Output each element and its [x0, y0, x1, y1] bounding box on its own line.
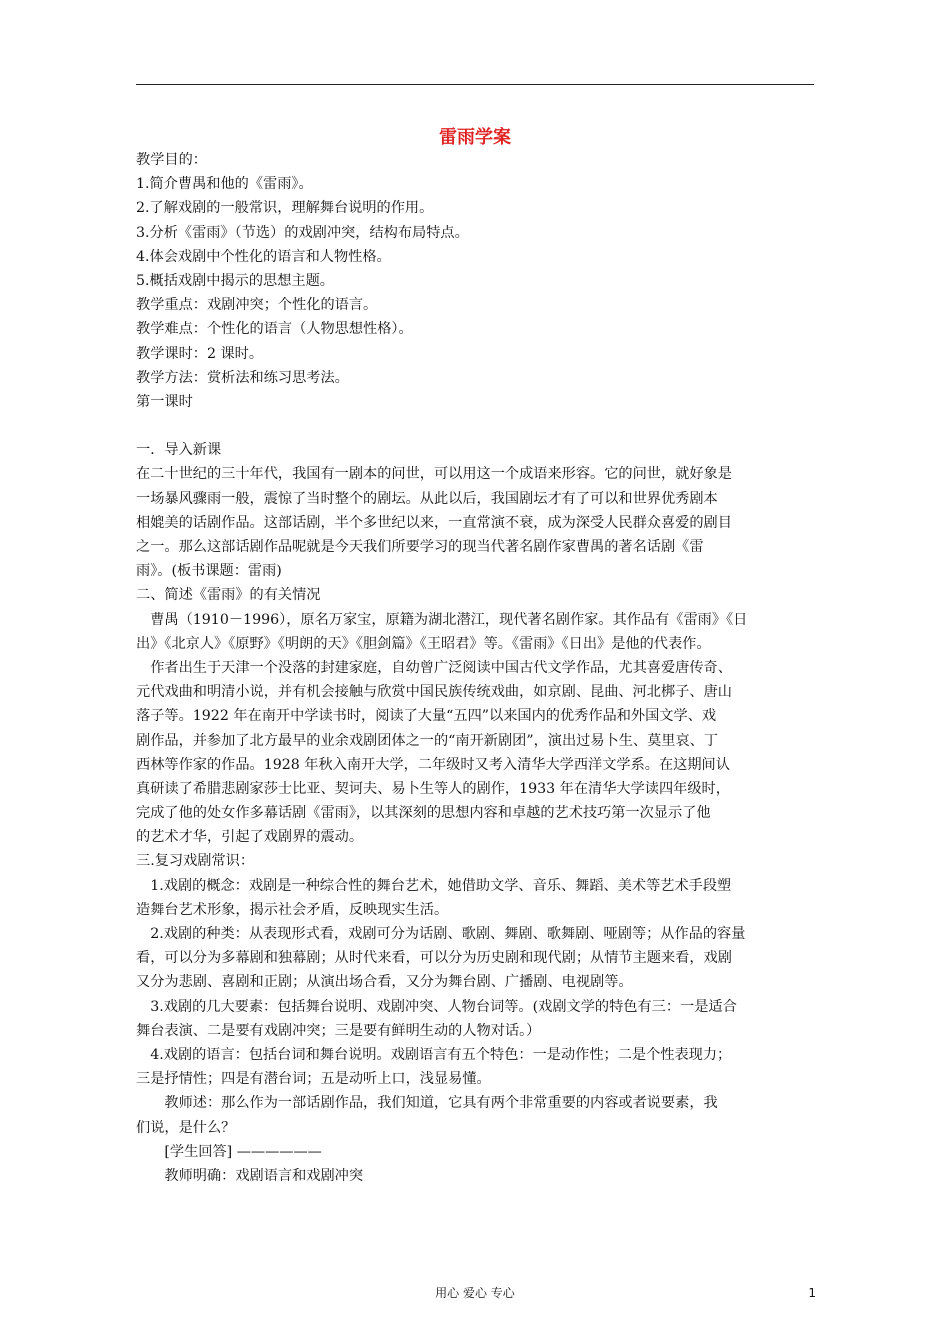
text-line: 三.复习戏剧常识：: [136, 853, 255, 870]
text-line: 4.体会戏剧中个性化的语言和人物性格。: [136, 248, 391, 265]
blank-line: [136, 414, 816, 438]
text-line: 剧作品，并参加了北方最早的业余戏剧团体之一的“南开新剧团”，演出过易卜生、莫里哀、丁: [136, 732, 719, 749]
text-line: 又分为悲剧、喜剧和正剧；从演出场合看，又分为舞台剧、广播剧、电视剧等。: [136, 974, 633, 991]
text-line: [学生回答] ——————: [136, 1143, 322, 1160]
text-line: 1.戏剧的概念：戏剧是一种综合性的舞台艺术，她借助文学、音乐、舞蹈、美术等艺术手段塑: [136, 877, 732, 894]
footer-motto: 用心 爱心 专心: [435, 1286, 515, 1300]
text-line: 教师明确：戏剧语言和戏剧冲突: [136, 1167, 364, 1184]
text-line: 教学方法：赏析法和练习思考法。: [136, 369, 349, 386]
text-line: 2.了解戏剧的一般常识，理解舞台说明的作用。: [136, 200, 434, 217]
text-line: 在二十世纪的三十年代，我国有一剧本的问世，可以用这一个成语来形容。它的问世，就好象是: [136, 466, 732, 483]
text-line: 1.简介曹禺和他的《雷雨》。: [136, 176, 313, 193]
header-rule: [136, 84, 814, 85]
text-line: 一场暴风骤雨一般，震惊了当时整个的剧坛。从此以后，我国剧坛才有了可以和世界优秀剧本: [136, 490, 718, 507]
text-line: 落子等。1922 年在南开中学读书时，阅读了大量“五四”以来国内的优秀作品和外国文学、戏: [136, 708, 717, 725]
text-line: 2.戏剧的种类：从表现形式看，戏剧可分为话剧、歌剧、舞剧、歌舞剧、哑剧等；从作品的容量: [136, 926, 746, 942]
text-line: 的艺术才华，引起了戏剧界的震动。: [136, 829, 364, 846]
text-line: 西林等作家的作品。1928 年秋入南开大学，二年级时又考入清华大学西洋文学系。在这期间认: [136, 756, 730, 773]
text-line: 4.戏剧的语言：包括台词和舞台说明。戏剧语言有五个特色：一是动作性；二是个性表现力；: [136, 1046, 732, 1063]
text-line: 教师述：那么作为一部话剧作品，我们知道，它具有两个非常重要的内容或者说要素，我: [136, 1095, 718, 1112]
text-line: 教学重点：戏剧冲突；个性化的语言。: [136, 297, 378, 314]
text-line: 二、简述《雷雨》的有关情况: [136, 587, 321, 604]
text-line: 5.概括戏剧中揭示的思想主题。: [136, 272, 334, 289]
text-line: 们说，是什么？: [136, 1119, 236, 1136]
text-line: 第一课时: [136, 393, 193, 410]
text-line: 出》《北京人》《原野》《明朗的天》《胆剑篇》《王昭君》等。《雷雨》《日出》是他的代表作。: [136, 635, 711, 652]
text-line: 舞台表演、二是要有戏剧冲突；三是要有鲜明生动的人物对话。）: [136, 1022, 541, 1039]
text-line: 完成了他的处女作多幕话剧《雷雨》，以其深刻的思想内容和卓越的艺术技巧第一次显示了他: [136, 805, 711, 822]
document-body: [136, 148, 816, 1188]
text-line: 教学课时：2 课时。: [136, 345, 264, 362]
text-line: 3.分析《雷雨》（节选）的戏剧冲突，结构布局特点。: [136, 224, 469, 241]
text-line: 造舞台艺术形象，揭示社会矛盾，反映现实生活。: [136, 901, 449, 918]
text-line: 元代戏曲和明清小说，并有机会接触与欣赏中国民族传统戏曲，如京剧、昆曲、河北梆子、唐山: [136, 684, 732, 701]
text-line: 曹禺（1910－1996），原名万家宝，原籍为湖北潜江，现代著名剧作家。其作品有《雷雨》《日: [136, 611, 748, 628]
text-line: 三是抒情性；四是有潜台词；五是动听上口，浅显易懂。: [136, 1071, 491, 1088]
text-line: 之一。那么这部话剧作品呢就是今天我们所要学习的现当代著名剧作家曹禺的著名话剧《雷: [136, 539, 704, 555]
text-line: 相媲美的话剧作品。这部话剧，半个多世纪以来，一直常演不衰，成为深受人民群众喜爱的剧目: [136, 514, 732, 531]
text-line: 真研读了希腊悲剧家莎士比亚、契诃夫、易卜生等人的剧作，1933 年在清华大学读四年级时，: [136, 780, 730, 797]
text-line: 看，可以分为多幕剧和独幕剧；从时代来看，可以分为历史剧和现代剧；从情节主题来看，戏剧: [136, 950, 732, 967]
text-line: 作者出生于天津一个没落的封建家庭，自幼曾广泛阅读中国古代文学作品，尤其喜爱唐传奇、: [136, 659, 732, 676]
text-line: 3.戏剧的几大要素：包括舞台说明、戏剧冲突、人物台词等。(戏剧文学的特色有三：一是适合: [136, 998, 737, 1015]
text-line: 教学难点：个性化的语言（人物思想性格）。: [136, 321, 413, 338]
text-line: 一．导入新课: [136, 442, 222, 459]
page-number: 1: [808, 1286, 816, 1300]
text-line: 教学目的：: [136, 152, 207, 168]
document-title: 雷雨学案: [439, 127, 511, 148]
text-line: 雨》。(板书课题：雷雨): [136, 563, 282, 580]
